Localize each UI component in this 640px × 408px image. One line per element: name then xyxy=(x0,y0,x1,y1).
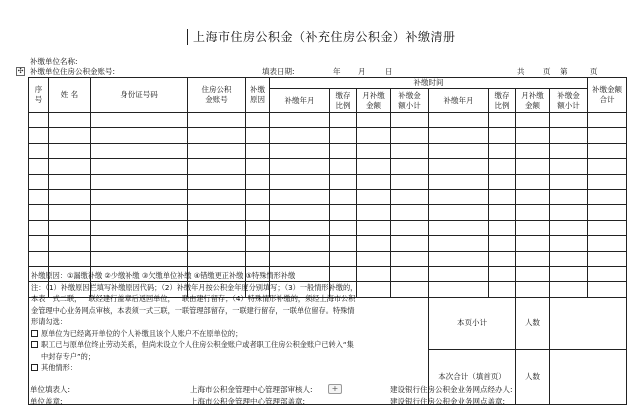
table-cell[interactable] xyxy=(91,236,188,251)
table-row xyxy=(29,251,627,266)
table-cell[interactable] xyxy=(391,128,429,143)
note-line: 注：（1）补缴原因栏填写补缴原因代码；（2）补缴年月按公积金年度分别填写；（3）一般情形补缴的， xyxy=(31,282,358,292)
table-cell[interactable] xyxy=(516,266,550,281)
sub-ratio-header: 缴存比例 xyxy=(330,89,357,113)
table-cell[interactable] xyxy=(188,205,246,220)
nth-label: 第 xyxy=(560,67,568,76)
table-row xyxy=(29,236,627,251)
col-total-header: 补缴金额合计 xyxy=(588,78,627,113)
col-account-header: 住房公积金账号 xyxy=(188,78,246,113)
table-cell[interactable] xyxy=(429,266,489,281)
table-cell[interactable] xyxy=(489,251,516,266)
table-cell[interactable] xyxy=(550,113,588,128)
sub-monthly-header: 月补缴金额 xyxy=(357,89,391,113)
note-line: 金管理中心业务网点审核，本表须一式三联，一联管理部留存，一联建行留存，一联单位留存。特殊情 xyxy=(31,305,355,315)
table-cell[interactable] xyxy=(516,236,550,251)
table-cell[interactable] xyxy=(330,205,357,220)
table-cell[interactable] xyxy=(49,251,91,266)
table-cell[interactable] xyxy=(357,113,391,128)
table-cell[interactable] xyxy=(489,282,516,297)
table-cell[interactable] xyxy=(357,159,391,174)
table-cell[interactable] xyxy=(357,205,391,220)
table-cell[interactable] xyxy=(246,251,270,266)
table-cell[interactable] xyxy=(429,251,489,266)
page-label-2: 页 xyxy=(590,67,598,76)
page-subtotal-headcount-label: 人数 xyxy=(516,297,550,349)
table-cell[interactable] xyxy=(49,143,91,158)
table-cell[interactable] xyxy=(330,159,357,174)
table-cell[interactable] xyxy=(588,128,627,143)
grand-total-headcount-label: 人数 xyxy=(516,349,550,404)
table-cell[interactable] xyxy=(330,174,357,189)
table-cell[interactable] xyxy=(550,251,588,266)
table-cell[interactable] xyxy=(588,143,627,158)
table-cell[interactable] xyxy=(489,220,516,235)
table-cell[interactable] xyxy=(49,128,91,143)
table-cell[interactable] xyxy=(391,220,429,235)
table-cell[interactable] xyxy=(550,236,588,251)
table-cell[interactable] xyxy=(188,251,246,266)
table-cell[interactable] xyxy=(588,251,627,266)
bank-seal-label: 建设银行住房公积金业务网点盖章: xyxy=(390,397,506,406)
account-label: 补缴单位住房公积金账号: xyxy=(30,67,116,76)
table-cell[interactable] xyxy=(91,189,188,204)
table-cell[interactable] xyxy=(516,189,550,204)
table-cell[interactable] xyxy=(489,174,516,189)
table-cell[interactable] xyxy=(91,205,188,220)
table-cell[interactable] xyxy=(429,159,489,174)
table-cell[interactable] xyxy=(270,143,330,158)
date-label: 填表日期: xyxy=(262,67,295,76)
center-reviewer-label: 上海市公积金管理中心管理部审核人: xyxy=(190,385,313,394)
notes-block xyxy=(28,268,423,375)
table-cell[interactable] xyxy=(429,113,489,128)
total-pages-label: 共 xyxy=(517,67,525,76)
table-cell[interactable] xyxy=(516,174,550,189)
table-cell[interactable] xyxy=(270,205,330,220)
table-cell[interactable] xyxy=(357,251,391,266)
table-cell[interactable] xyxy=(429,128,489,143)
table-cell[interactable] xyxy=(550,143,588,158)
table-cell[interactable] xyxy=(270,113,330,128)
table-cell[interactable] xyxy=(29,159,49,174)
table-cell[interactable] xyxy=(188,113,246,128)
table-cell[interactable] xyxy=(270,189,330,204)
table-cell[interactable] xyxy=(391,205,429,220)
table-cell[interactable] xyxy=(270,174,330,189)
table-cell[interactable] xyxy=(516,128,550,143)
table-cell[interactable] xyxy=(588,220,627,235)
page-subtotal-amount[interactable] xyxy=(550,297,627,349)
checkbox-icon[interactable] xyxy=(31,341,38,348)
table-cell[interactable] xyxy=(489,189,516,204)
add-row-button[interactable]: + xyxy=(328,384,342,394)
period-group-header: 补缴时间 xyxy=(270,78,588,89)
table-row xyxy=(29,143,627,158)
table-cell[interactable] xyxy=(246,236,270,251)
table-cell[interactable] xyxy=(516,205,550,220)
sub-monthly-header-2: 月补缴金额 xyxy=(516,89,550,113)
table-cell[interactable] xyxy=(188,220,246,235)
table-cell[interactable] xyxy=(29,251,49,266)
table-cell[interactable] xyxy=(330,128,357,143)
table-cell[interactable] xyxy=(550,174,588,189)
table-cell[interactable] xyxy=(516,143,550,158)
table-cell[interactable] xyxy=(246,220,270,235)
table-cell[interactable] xyxy=(429,220,489,235)
table-cell[interactable] xyxy=(29,113,49,128)
table-cell[interactable] xyxy=(270,251,330,266)
table-cell[interactable] xyxy=(357,220,391,235)
table-cell[interactable] xyxy=(188,189,246,204)
table-cell[interactable] xyxy=(489,113,516,128)
table-cell[interactable] xyxy=(429,143,489,158)
table-cell[interactable] xyxy=(270,159,330,174)
table-cell[interactable] xyxy=(91,220,188,235)
table-cell[interactable] xyxy=(516,159,550,174)
table-cell[interactable] xyxy=(188,159,246,174)
table-cell[interactable] xyxy=(588,282,627,297)
table-cell[interactable] xyxy=(489,159,516,174)
page-label: 页 xyxy=(543,67,551,76)
year-label: 年 xyxy=(333,67,341,76)
table-cell[interactable] xyxy=(188,143,246,158)
table-cell[interactable] xyxy=(391,174,429,189)
table-cell[interactable] xyxy=(29,220,49,235)
day-label: 日 xyxy=(385,67,393,76)
table-move-handle-icon[interactable]: ✣ xyxy=(17,67,24,75)
month-label: 月 xyxy=(358,67,366,76)
table-cell[interactable] xyxy=(330,189,357,204)
table-cell[interactable] xyxy=(550,266,588,281)
sub-month-header: 补缴年月 xyxy=(270,89,330,113)
note-line: 补缴原因：①漏缴补缴 ②少缴补缴 ③欠缴单位补缴 ④错缴更正补缴 ⑤特殊情形补缴 xyxy=(31,271,296,280)
table-cell[interactable] xyxy=(29,128,49,143)
table-cell[interactable] xyxy=(550,128,588,143)
table-cell[interactable] xyxy=(29,189,49,204)
table-cell[interactable] xyxy=(246,143,270,158)
table-row xyxy=(29,189,627,204)
table-cell[interactable] xyxy=(550,159,588,174)
table-cell[interactable] xyxy=(188,128,246,143)
checkbox-option-2[interactable]: 职工已与原单位终止劳动关系，但尚未设立个人住房公积金账户或者职工住房公积金账户已转入“集 xyxy=(31,339,420,351)
table-cell[interactable] xyxy=(330,143,357,158)
table-cell[interactable] xyxy=(391,236,429,251)
table-cell[interactable] xyxy=(588,113,627,128)
table-cell[interactable] xyxy=(330,220,357,235)
table-cell[interactable] xyxy=(429,205,489,220)
sub-subtotal-header-2: 补缴金额小计 xyxy=(550,89,588,113)
col-seq-header: 序号 xyxy=(29,78,49,113)
table-cell[interactable] xyxy=(489,266,516,281)
note-line: 形请勾选： xyxy=(31,317,67,326)
table-cell[interactable] xyxy=(91,159,188,174)
unit-filler-label: 单位填表人: xyxy=(30,385,71,394)
table-cell[interactable] xyxy=(246,113,270,128)
table-cell[interactable] xyxy=(550,282,588,297)
table-cell[interactable] xyxy=(516,251,550,266)
table-cell[interactable] xyxy=(330,251,357,266)
table-cell[interactable] xyxy=(391,189,429,204)
table-cell[interactable] xyxy=(49,159,91,174)
table-cell[interactable] xyxy=(588,189,627,204)
table-cell[interactable] xyxy=(489,128,516,143)
table-cell[interactable] xyxy=(91,143,188,158)
table-cell[interactable] xyxy=(550,220,588,235)
checkbox-icon[interactable] xyxy=(31,364,38,371)
col-id-header: 身份证号码 xyxy=(91,78,188,113)
table-cell[interactable] xyxy=(188,236,246,251)
table-cell[interactable] xyxy=(49,236,91,251)
table-cell[interactable] xyxy=(489,205,516,220)
table-cell[interactable] xyxy=(588,205,627,220)
table-cell[interactable] xyxy=(188,174,246,189)
table-cell[interactable] xyxy=(588,174,627,189)
grand-total-amount[interactable] xyxy=(550,349,627,404)
table-cell[interactable] xyxy=(391,159,429,174)
table-cell[interactable] xyxy=(391,113,429,128)
table-cell[interactable] xyxy=(429,189,489,204)
title-text: 上海市住房公积金（补充住房公积金）补缴清册 xyxy=(193,30,456,44)
unit-name-label: 补缴单位名称: xyxy=(30,57,78,66)
table-cell[interactable] xyxy=(330,236,357,251)
table-cell[interactable] xyxy=(588,236,627,251)
table-cell[interactable] xyxy=(357,236,391,251)
unit-seal-label: 单位盖章: xyxy=(30,397,63,406)
table-cell[interactable] xyxy=(357,189,391,204)
table-cell[interactable] xyxy=(391,143,429,158)
table-cell[interactable] xyxy=(49,189,91,204)
table-cell[interactable] xyxy=(91,113,188,128)
table-cell[interactable] xyxy=(246,159,270,174)
table-cell[interactable] xyxy=(29,174,49,189)
center-seal-label: 上海市公积金管理中心管理部盖章: xyxy=(190,397,306,406)
table-cell[interactable] xyxy=(91,174,188,189)
checkbox-option-2-cont: 中封存专户”的； xyxy=(41,351,96,361)
table-cell[interactable] xyxy=(270,220,330,235)
table-cell[interactable] xyxy=(246,174,270,189)
note-line: 本表一式二联，一联经建行盖章后返回单位，一联由建行留存；（4）特殊情形补缴的，须经上海市公积 xyxy=(31,294,356,303)
table-cell[interactable] xyxy=(49,205,91,220)
sub-ratio-header-2: 缴存比例 xyxy=(489,89,516,113)
checkbox-icon[interactable] xyxy=(31,330,38,337)
table-cell[interactable] xyxy=(489,143,516,158)
bank-handler-label: 建设银行住房公积金业务网点经办人: xyxy=(390,385,513,394)
table-cell[interactable] xyxy=(588,266,627,281)
grand-total-label: 本次合计（填首页） xyxy=(429,349,516,404)
col-name-header: 姓 名 xyxy=(49,78,91,113)
table-cell[interactable] xyxy=(91,251,188,266)
col-reason-header: 补缴原因 xyxy=(246,78,270,113)
sub-month-header-2: 补缴年月 xyxy=(429,89,489,113)
table-row xyxy=(29,205,627,220)
table-cell[interactable] xyxy=(29,143,49,158)
table-cell[interactable] xyxy=(246,128,270,143)
table-cell[interactable] xyxy=(516,282,550,297)
table-cell[interactable] xyxy=(270,128,330,143)
table-cell[interactable] xyxy=(49,220,91,235)
table-cell[interactable] xyxy=(588,159,627,174)
table-cell[interactable] xyxy=(330,113,357,128)
table-cell[interactable] xyxy=(246,189,270,204)
table-row xyxy=(29,220,627,235)
table-cell[interactable] xyxy=(550,205,588,220)
table-cell[interactable] xyxy=(516,220,550,235)
table-row xyxy=(29,174,627,189)
table-row xyxy=(29,113,627,128)
table-cell[interactable] xyxy=(550,189,588,204)
table-cell[interactable] xyxy=(429,174,489,189)
table-cell[interactable] xyxy=(49,174,91,189)
table-cell[interactable] xyxy=(270,236,330,251)
table-row xyxy=(29,128,627,143)
checkbox-option-3[interactable]: 其他情形： xyxy=(31,362,420,374)
table-cell[interactable] xyxy=(357,174,391,189)
table-cell[interactable] xyxy=(429,282,489,297)
table-cell[interactable] xyxy=(489,236,516,251)
table-cell[interactable] xyxy=(391,251,429,266)
table-cell[interactable] xyxy=(29,236,49,251)
checkbox-option-1[interactable]: 原单位为已经离开单位的个人补缴且该个人账户不在原单位的； xyxy=(31,328,420,340)
table-cell[interactable] xyxy=(357,143,391,158)
table-row xyxy=(29,159,627,174)
table-cell[interactable] xyxy=(516,113,550,128)
table-cell[interactable] xyxy=(357,128,391,143)
page-subtotal-label: 本页小计 xyxy=(429,297,516,349)
table-cell[interactable] xyxy=(29,205,49,220)
document-title xyxy=(185,28,485,46)
table-cell[interactable] xyxy=(429,236,489,251)
table-cell[interactable] xyxy=(91,128,188,143)
table-cell[interactable] xyxy=(49,113,91,128)
sub-subtotal-header: 补缴金额小计 xyxy=(391,89,429,113)
table-cell[interactable] xyxy=(246,205,270,220)
